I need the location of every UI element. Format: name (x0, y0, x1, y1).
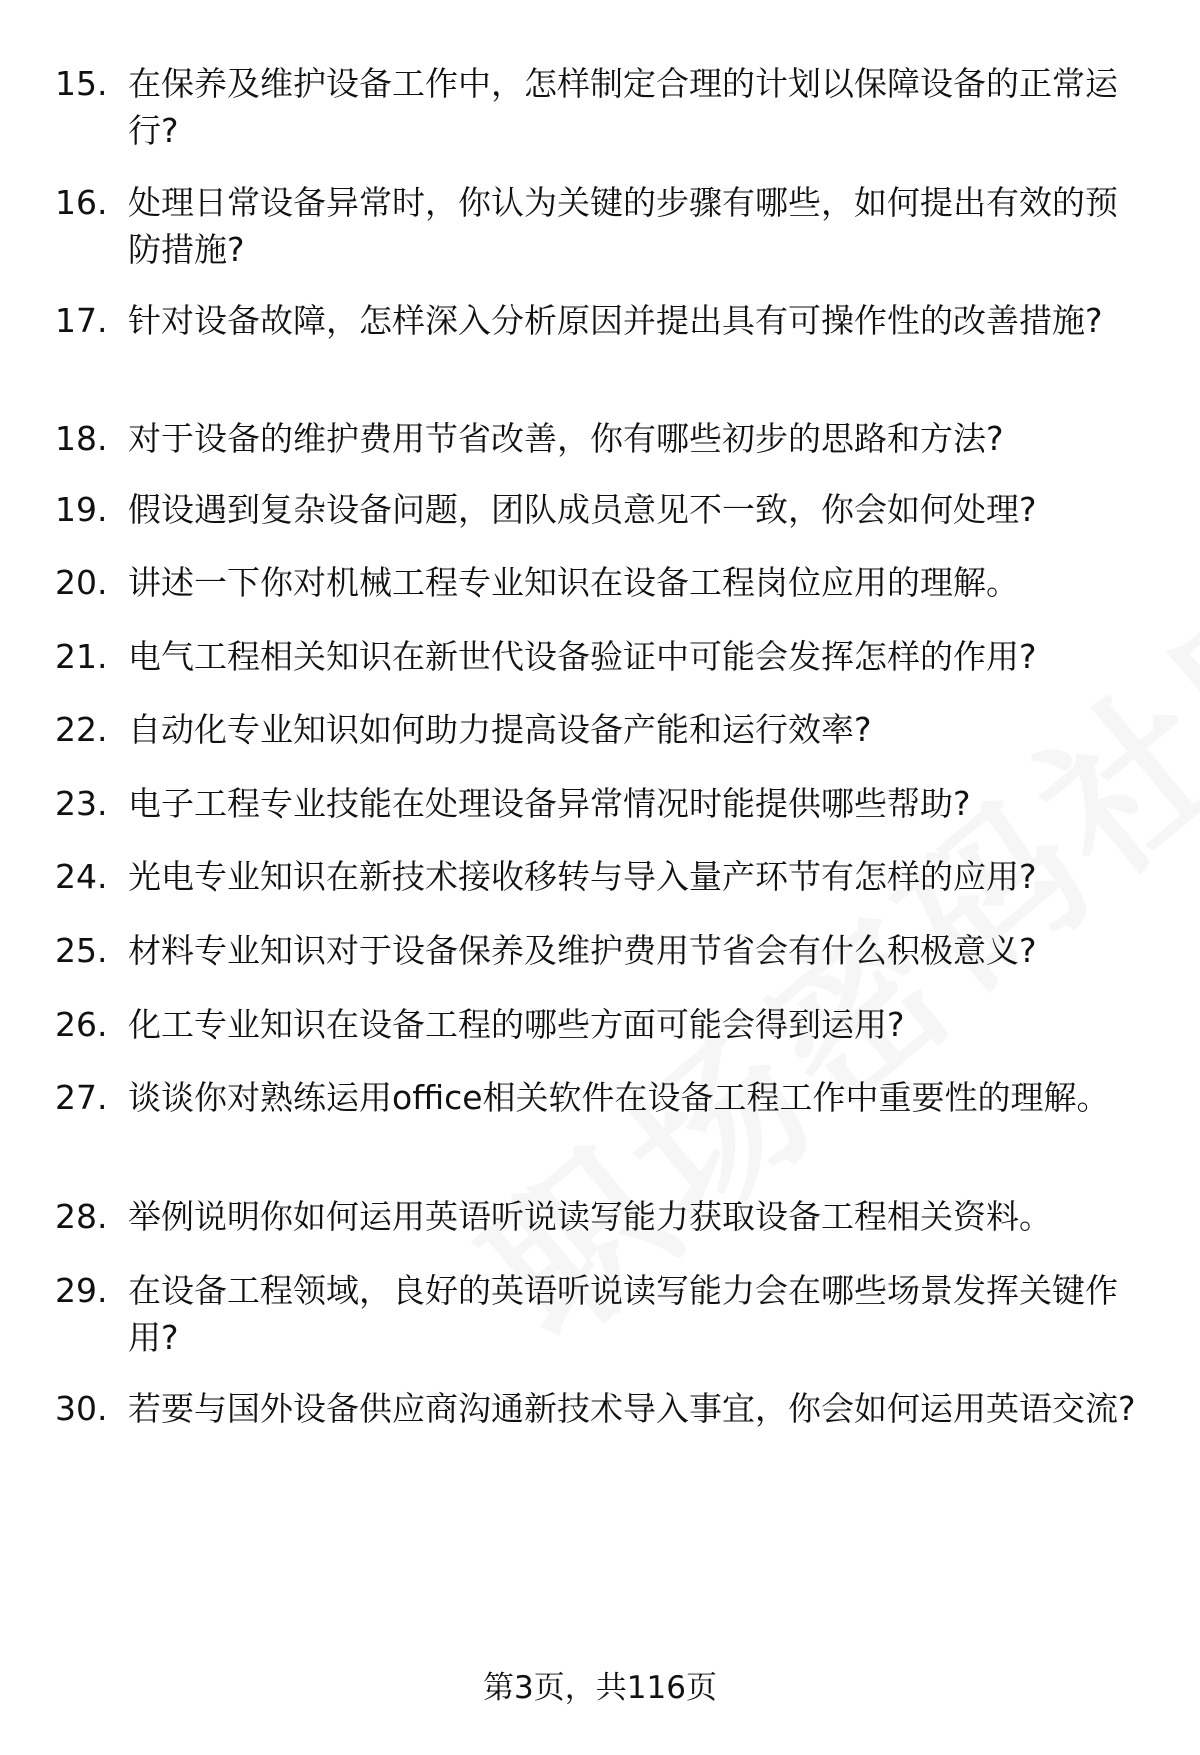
question-item (55, 297, 1145, 344)
question-item (55, 780, 1145, 827)
question-item (55, 706, 1145, 753)
question-text: 对于设备的维护费用节省改善，你有哪些初步的思路和方法? (128, 419, 1004, 458)
page-number-label: 第3页，共116页 (483, 1670, 717, 1706)
question-item (55, 1267, 1145, 1361)
question-item (55, 60, 1145, 154)
question-text: 讲述一下你对机械工程专业知识在设备工程岗位应用的理解。 (128, 563, 1019, 602)
question-number: 27. (55, 1078, 108, 1117)
question-text: 自动化专业知识如何助力提高设备产能和运行效率? (128, 710, 872, 749)
question-item (55, 1001, 1145, 1048)
question-number: 19. (55, 490, 108, 529)
question-text: 在保养及维护设备工作中，怎样制定合理的计划以保障设备的正常运行? (128, 64, 1118, 150)
question-number: 21. (55, 637, 108, 676)
question-text: 举例说明你如何运用英语听说读写能力获取设备工程相关资料。 (128, 1197, 1052, 1236)
question-text: 电子工程专业技能在处理设备异常情况时能提供哪些帮助? (128, 784, 971, 823)
question-item (55, 486, 1145, 533)
question-text: 在设备工程领域，良好的英语听说读写能力会在哪些场景发挥关键作用? (128, 1271, 1118, 1357)
question-number: 28. (55, 1197, 108, 1236)
question-text: 假设遇到复杂设备问题，团队成员意见不一致，你会如何处理? (128, 490, 1037, 529)
question-text: 化工专业知识在设备工程的哪些方面可能会得到运用? (128, 1005, 905, 1044)
question-number: 30. (55, 1389, 108, 1428)
question-number: 16. (55, 183, 108, 222)
question-text: 谈谈你对熟练运用office相关软件在设备工程工作中重要性的理解。 (128, 1078, 1110, 1117)
page-footer (0, 1668, 1200, 1708)
question-item (55, 853, 1145, 900)
question-number: 24. (55, 857, 108, 896)
question-number: 18. (55, 419, 108, 458)
question-number: 23. (55, 784, 108, 823)
question-number: 20. (55, 563, 108, 602)
question-number: 26. (55, 1005, 108, 1044)
question-item (55, 1193, 1145, 1240)
question-item (55, 415, 1145, 462)
question-number: 25. (55, 931, 108, 970)
question-item (55, 1385, 1145, 1432)
question-text: 材料专业知识对于设备保养及维护费用节省会有什么积极意义? (128, 931, 1037, 970)
question-item (55, 927, 1145, 974)
question-text: 光电专业知识在新技术接收移转与导入量产环节有怎样的应用? (128, 857, 1037, 896)
question-item (55, 179, 1145, 273)
question-text: 电气工程相关知识在新世代设备验证中可能会发挥怎样的作用? (128, 637, 1037, 676)
question-item (55, 1074, 1145, 1121)
question-text: 若要与国外设备供应商沟通新技术导入事宜，你会如何运用英语交流? (128, 1389, 1136, 1428)
question-number: 22. (55, 710, 108, 749)
question-item (55, 633, 1145, 680)
question-text: 针对设备故障，怎样深入分析原因并提出具有可操作性的改善措施? (128, 301, 1103, 340)
question-number: 15. (55, 64, 108, 103)
question-text: 处理日常设备异常时，你认为关键的步骤有哪些，如何提出有效的预防措施? (128, 183, 1118, 269)
question-number: 17. (55, 301, 108, 340)
question-number: 29. (55, 1271, 108, 1310)
question-item (55, 559, 1145, 606)
